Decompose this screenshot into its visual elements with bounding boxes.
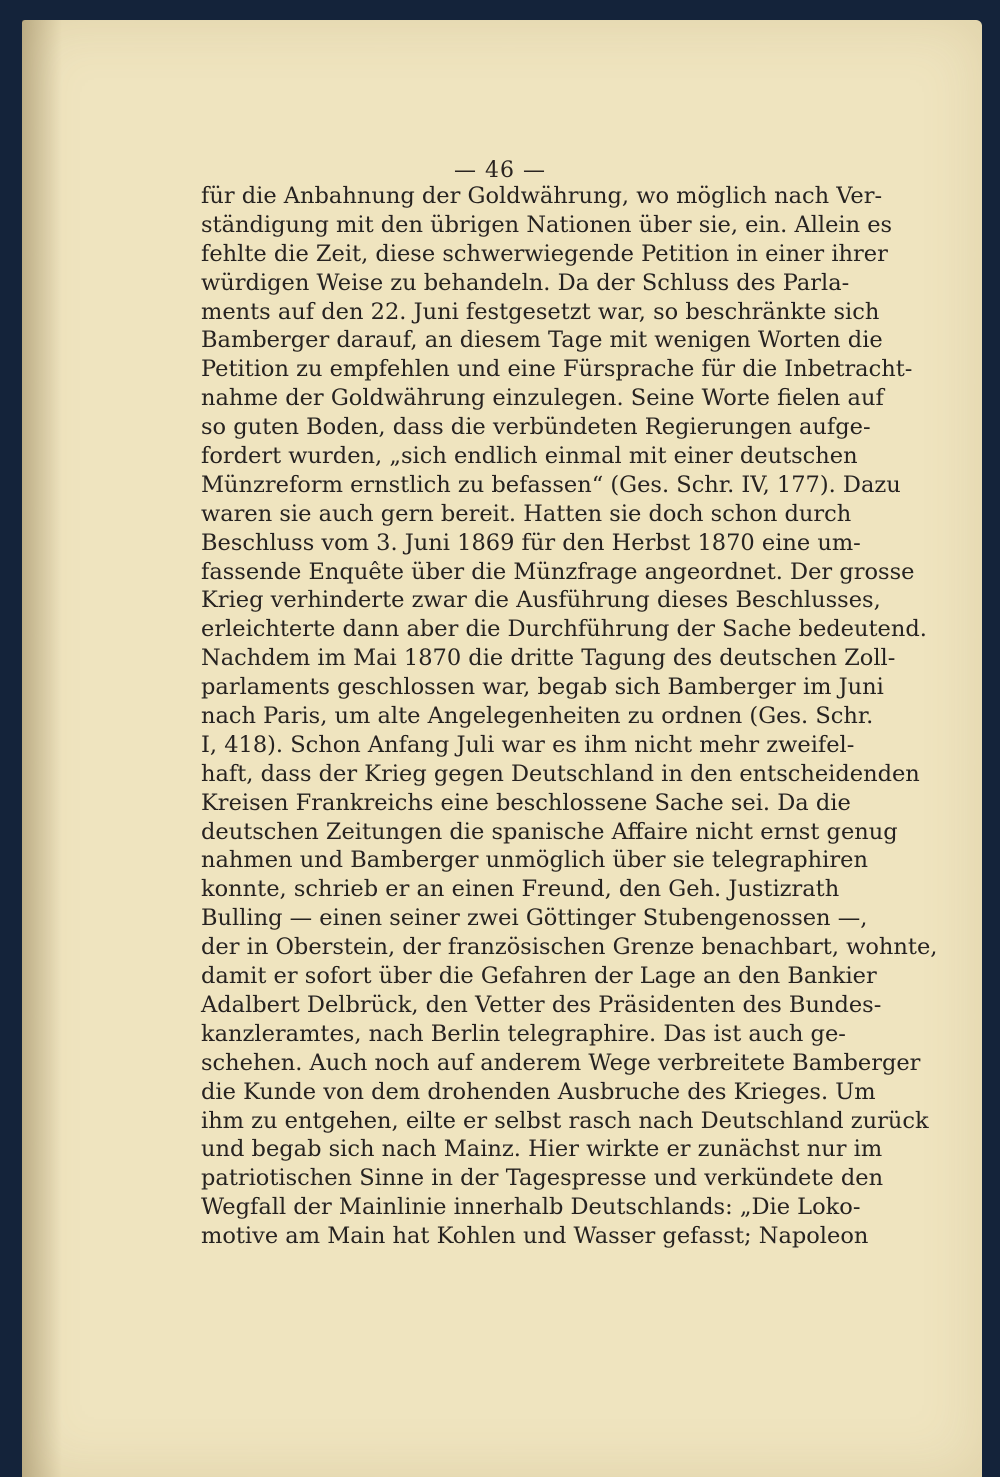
text-line: Petition zu empfehlen und eine Fürsprache für die Inbetracht-: [201, 356, 913, 383]
text-line: Münzreform ernstlich zu befassen“ (Ges. Schr. IV, 177). Dazu: [201, 471, 901, 498]
text-line: I, 418). Schon Anfang Juli war es ihm nicht mehr zweifel-: [201, 731, 855, 758]
text-line: so guten Boden, dass die verbündeten Regierungen aufge-: [201, 414, 871, 441]
text-line: Kreisen Frankreichs eine beschlossene Sache sei. Da die: [201, 789, 851, 816]
text-line: für die Anbahnung der Goldwährung, wo möglich nach Ver-: [201, 183, 883, 209]
text-line: damit er sofort über die Gefahren der Lage an den Bankier: [201, 963, 877, 990]
text-line: nach Paris, um alte Angelegenheiten zu ordnen (Ges. Schr.: [201, 703, 874, 730]
text-line: patriotischen Sinne in der Tagespresse und verkündete den: [201, 1165, 884, 1192]
text-line: haft, dass der Krieg gegen Deutschland in den entscheidenden: [201, 760, 920, 787]
text-line: kanzleramtes, nach Berlin telegraphire. Das ist auch ge-: [201, 1020, 846, 1047]
text-line: nahmen und Bamberger unmöglich über sie telegraphiren: [201, 847, 868, 874]
text-line: Bamberger darauf, an diesem Tage mit wenigen Worten die: [201, 327, 883, 354]
text-line: Nachdem im Mai 1870 die dritte Tagung des deutschen Zoll-: [201, 645, 896, 672]
text-line: ments auf den 22. Juni festgesetzt war, so beschränkte sich: [201, 298, 880, 325]
text-line: nahme der Goldwährung einzulegen. Seine Worte fielen auf: [201, 385, 884, 412]
text-line: fehlte die Zeit, diese schwerwiegende Petition in einer ihrer: [201, 240, 888, 267]
text-line: waren sie auch gern bereit. Hatten sie doch schon durch: [201, 500, 852, 527]
text-line: Adalbert Delbrück, den Vetter des Präsidenten des Bundes-: [201, 991, 882, 1018]
body-text: [201, 182, 938, 1251]
page-gutter-shadow: [22, 20, 62, 1477]
page-number: — 46 —: [454, 158, 546, 183]
text-line: und begab sich nach Mainz. Hier wirkte er zunächst nur im: [201, 1136, 883, 1163]
text-line: ständigung mit den übrigen Nationen über sie, ein. Allein es: [201, 211, 893, 238]
text-line: würdigen Weise zu behandeln. Da der Schluss des Parla-: [201, 269, 850, 296]
text-line: Krieg verhinderte zwar die Ausführung dieses Beschlusses,: [201, 587, 881, 614]
text-line: Bulling — einen seiner zwei Göttinger Stubengenossen —,: [201, 905, 868, 932]
text-line: schehen. Auch noch auf anderem Wege verbreitete Bamberger: [201, 1049, 921, 1076]
text-line: konnte, schrieb er an einen Freund, den Geh. Justizrath: [201, 876, 840, 903]
text-line: fassende Enquête über die Münzfrage angeordnet. Der grosse: [201, 558, 915, 585]
text-line: ihm zu entgehen, eilte er selbst rasch nach Deutschland zurück: [201, 1107, 929, 1134]
text-line: parlaments geschlossen war, begab sich Bamberger im Juni: [201, 674, 884, 701]
text-line: fordert wurden, „sich endlich einmal mit einer deutschen: [201, 443, 858, 470]
text-line: erleichterte dann aber die Durchführung der Sache bedeutend.: [201, 616, 927, 643]
text-line: motive am Main hat Kohlen und Wasser gefasst; Napoleon: [201, 1223, 869, 1250]
text-line: Beschluss vom 3. Juni 1869 für den Herbst 1870 eine um-: [201, 529, 861, 556]
text-line: Wegfall der Mainlinie innerhalb Deutschlands: „Die Loko-: [201, 1194, 861, 1221]
text-line: der in Oberstein, der französischen Grenze benachbart, wohnte,: [201, 934, 938, 961]
text-line: die Kunde von dem drohenden Ausbruche des Krieges. Um: [201, 1078, 876, 1105]
text-line: deutschen Zeitungen die spanische Affaire nicht ernst genug: [201, 818, 898, 845]
